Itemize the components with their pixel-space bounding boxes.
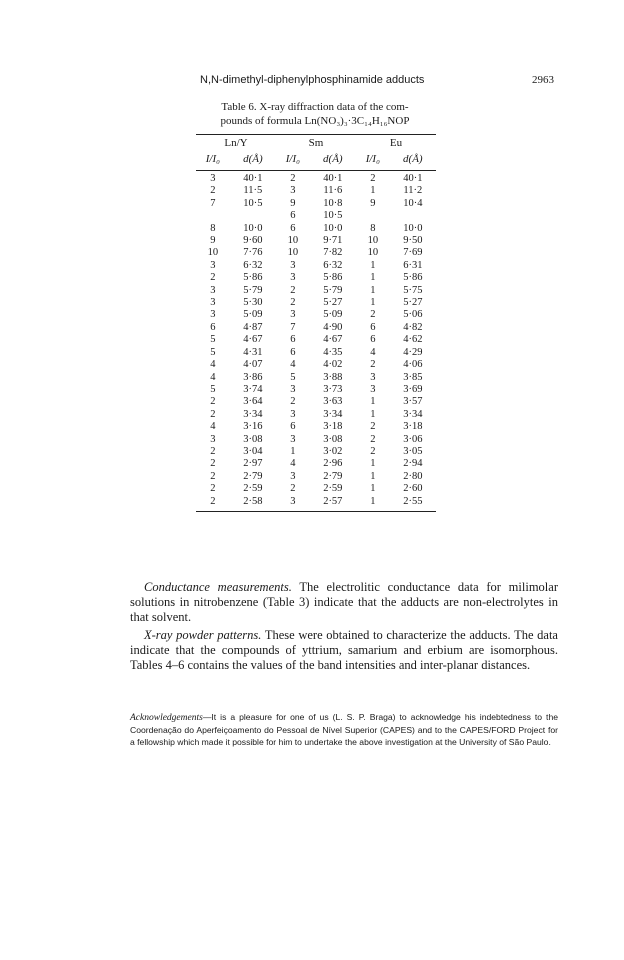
table-cell: 2 xyxy=(290,483,296,495)
table-row xyxy=(196,223,436,235)
table-row xyxy=(196,322,436,334)
table-cell: 3·57 xyxy=(403,396,423,408)
table-cell: 5·09 xyxy=(243,309,263,321)
table-cell: 3 xyxy=(210,173,216,184)
table-cell: 9 xyxy=(290,197,296,209)
table-cell: 5·75 xyxy=(403,284,423,296)
table-cell: 6 xyxy=(290,334,296,346)
table-cell: 5·86 xyxy=(323,272,343,284)
table-row xyxy=(196,409,436,421)
table-cell: 2 xyxy=(370,309,376,321)
table-cell xyxy=(356,210,390,222)
table-cell: 3·34 xyxy=(323,408,343,420)
table-cell: 9·60 xyxy=(243,235,263,247)
table-cell xyxy=(230,210,276,222)
table-row xyxy=(196,334,436,346)
column-header: d(Å) xyxy=(403,153,423,165)
table-cell: 4·06 xyxy=(403,359,423,371)
table-caption xyxy=(190,100,440,128)
conductance-text: The electrolitic conductance data for milimolar solutions in nitrobenzene (Table 3) indicate that the adducts are non-electrolytes in that solvent. xyxy=(130,580,558,624)
table-cell: 7·69 xyxy=(403,247,423,259)
table-cell: 2 xyxy=(290,284,296,296)
table-cell: 10 xyxy=(367,247,379,259)
table-cell: 9·50 xyxy=(403,235,423,247)
table-cell: 3 xyxy=(290,185,296,197)
xray-heading: X-ray powder patterns. xyxy=(144,628,262,642)
table-cell: 10·5 xyxy=(323,210,343,222)
table-cell: 2 xyxy=(370,173,376,184)
table-cell: 4·07 xyxy=(243,359,263,371)
table-cell: 3·88 xyxy=(323,371,343,383)
table-cell: 4·82 xyxy=(403,321,423,333)
table-cell: 6·32 xyxy=(243,259,263,271)
table-cell: 40·1 xyxy=(243,173,263,184)
table-cell: 2·59 xyxy=(323,483,343,495)
table-cell: 2·79 xyxy=(323,470,343,482)
page-number: 2963 xyxy=(532,74,554,86)
table-cell: 2 xyxy=(210,272,216,284)
table-cell: 3 xyxy=(290,470,296,482)
table-cell: 3 xyxy=(370,371,376,383)
table-cell: 2·58 xyxy=(243,495,263,507)
table-cell: 11·5 xyxy=(243,185,263,197)
table-cell: 1 xyxy=(370,408,376,420)
table-cell: 6 xyxy=(210,321,216,333)
table-cell: 3 xyxy=(210,259,216,271)
table-cell: 3 xyxy=(210,433,216,445)
table-row xyxy=(196,173,436,185)
table-cell: 3 xyxy=(290,259,296,271)
table-cell: 1 xyxy=(370,458,376,470)
table-cell: 1 xyxy=(370,185,376,197)
table-row xyxy=(196,272,436,284)
table-cell: 10·0 xyxy=(323,222,343,234)
table-cell: 3·06 xyxy=(403,433,423,445)
table-cell: 7·82 xyxy=(323,247,343,259)
table-caption-line-1: Table 6. X-ray diffraction data of the com- xyxy=(221,101,409,113)
table-cell: 2 xyxy=(210,396,216,408)
table-cell: 4 xyxy=(210,371,216,383)
table-cell: 3 xyxy=(370,383,376,395)
table-row xyxy=(196,396,436,408)
conductance-paragraph xyxy=(130,580,558,625)
table-cell: 3·86 xyxy=(243,371,263,383)
table-cell: 10·5 xyxy=(243,197,263,209)
column-header-row xyxy=(196,151,436,167)
group-header-eu: Eu xyxy=(389,137,403,149)
table-row xyxy=(196,384,436,396)
table-cell: 1 xyxy=(370,396,376,408)
table-cell: 4·62 xyxy=(403,334,423,346)
table-cell: 2 xyxy=(370,359,376,371)
table-cell xyxy=(390,210,436,222)
table-cell: 3 xyxy=(290,383,296,395)
table-cell: 3 xyxy=(290,408,296,420)
table-cell: 5·27 xyxy=(403,297,423,309)
table-cell: 4·35 xyxy=(323,346,343,358)
table-row xyxy=(196,235,436,247)
table-body xyxy=(196,173,436,508)
xray-paragraph xyxy=(130,628,558,673)
table-cell: 11·2 xyxy=(403,185,423,197)
table-cell: 10·0 xyxy=(403,222,423,234)
table-cell: 3·08 xyxy=(323,433,343,445)
acknowledgements-paragraph xyxy=(130,711,558,748)
table-cell: 1 xyxy=(370,259,376,271)
table-cell: 7·76 xyxy=(243,247,263,259)
column-header: I/I₀ xyxy=(365,153,380,165)
table-cell: 3·16 xyxy=(243,421,263,433)
table-cell: 2·79 xyxy=(243,470,263,482)
table-cell: 2 xyxy=(370,445,376,457)
table-row xyxy=(196,471,436,483)
table-cell: 3·34 xyxy=(403,408,423,420)
table-cell: 5 xyxy=(290,371,296,383)
table-cell: 2·55 xyxy=(403,495,423,507)
table-cell: 2 xyxy=(290,297,296,309)
table-cell: 3 xyxy=(290,433,296,445)
table-cell: 6 xyxy=(370,321,376,333)
table-cell: 1 xyxy=(370,297,376,309)
table-cell: 4 xyxy=(210,421,216,433)
table-cell: 3 xyxy=(210,309,216,321)
table-cell: 2 xyxy=(210,458,216,470)
table-cell: 3·85 xyxy=(403,371,423,383)
table-row xyxy=(196,446,436,458)
table-cell: 2·94 xyxy=(403,458,423,470)
table-cell: 2 xyxy=(370,433,376,445)
table-caption-line-2: pounds of formula Ln(NO₃)₃·3C₁₄H₁₆NOP xyxy=(220,115,410,127)
table-cell: 5·27 xyxy=(323,297,343,309)
acknowledgements-text: —It is a pleasure for one of us (L. S. P. Braga) to acknowledge his indebtedness to the Coordenação do Aperfeiçoamento do Pessoal de Nível Superior (CAPES) and to the CAPES/FORD Project for a fellowship which made it possible for him to undertake the above investigation at the University of São Paulo. xyxy=(130,712,558,747)
table-row xyxy=(196,210,436,222)
table-cell: 5·30 xyxy=(243,297,263,309)
table-cell: 5 xyxy=(210,346,216,358)
table-cell: 10·8 xyxy=(323,197,343,209)
table-row xyxy=(196,421,436,433)
table-cell: 4 xyxy=(290,359,296,371)
table-cell: 1 xyxy=(290,445,296,457)
table-cell: 2 xyxy=(210,495,216,507)
table-cell: 2·96 xyxy=(323,458,343,470)
table-cell: 6 xyxy=(370,334,376,346)
table-cell: 6·31 xyxy=(403,259,423,271)
table-cell: 6 xyxy=(290,346,296,358)
table-row xyxy=(196,309,436,321)
table-cell: 3 xyxy=(290,272,296,284)
table-cell: 10·4 xyxy=(403,197,423,209)
table-row xyxy=(196,372,436,384)
table-row xyxy=(196,297,436,309)
table-cell: 2 xyxy=(210,483,216,495)
table-cell: 10 xyxy=(207,247,219,259)
table-cell: 10·0 xyxy=(243,222,263,234)
table-cell: 3·64 xyxy=(243,396,263,408)
table-cell: 5 xyxy=(210,383,216,395)
conductance-heading: Conductance measurements. xyxy=(144,580,292,594)
table-cell: 6·32 xyxy=(323,259,343,271)
table-cell: 3·73 xyxy=(323,383,343,395)
table-cell: 2 xyxy=(290,396,296,408)
table-cell: 4·29 xyxy=(403,346,423,358)
table-cell: 3·05 xyxy=(403,445,423,457)
table-cell: 3·18 xyxy=(403,421,423,433)
table-cell: 4·67 xyxy=(323,334,343,346)
table-cell: 9 xyxy=(210,235,216,247)
table-cell: 9·71 xyxy=(323,235,343,247)
table-cell: 7 xyxy=(210,197,216,209)
table-cell: 1 xyxy=(370,272,376,284)
xrd-data-table xyxy=(196,135,436,508)
table-cell: 2 xyxy=(210,185,216,197)
table-cell: 8 xyxy=(210,222,216,234)
group-header-sm: Sm xyxy=(308,137,324,149)
acknowledgements-heading: Acknowledgements xyxy=(130,713,203,723)
table-row xyxy=(196,458,436,470)
column-header: d(Å) xyxy=(323,153,343,165)
column-header: I/I₀ xyxy=(205,153,220,165)
table-cell: 2·59 xyxy=(243,483,263,495)
table-cell: 5·09 xyxy=(323,309,343,321)
table-cell: 10 xyxy=(287,235,299,247)
table-cell: 3·69 xyxy=(403,383,423,395)
table-cell: 1 xyxy=(370,483,376,495)
running-title: N,N-dimethyl-diphenylphosphinamide adducts xyxy=(200,74,425,86)
table-cell: 1 xyxy=(370,470,376,482)
table-cell: 3 xyxy=(210,284,216,296)
table-cell: 40·1 xyxy=(403,173,423,184)
table-cell: 2 xyxy=(210,408,216,420)
table-row xyxy=(196,185,436,197)
table-cell: 4·31 xyxy=(243,346,263,358)
table-cell: 11·6 xyxy=(323,185,343,197)
table-cell: 7 xyxy=(290,321,296,333)
table-cell: 1 xyxy=(370,284,376,296)
table-row xyxy=(196,359,436,371)
table-cell: 2·97 xyxy=(243,458,263,470)
table-row xyxy=(196,347,436,359)
table-bottom-rule xyxy=(196,511,436,512)
table-cell: 6 xyxy=(290,222,296,234)
table-cell: 8 xyxy=(370,222,376,234)
table-cell: 6 xyxy=(290,210,296,222)
table-cell: 2·60 xyxy=(403,483,423,495)
table-cell: 5·06 xyxy=(403,309,423,321)
table-row xyxy=(196,434,436,446)
table-cell: 3·08 xyxy=(243,433,263,445)
table-cell: 2 xyxy=(210,445,216,457)
table-cell: 4 xyxy=(210,359,216,371)
table-cell: 4·87 xyxy=(243,321,263,333)
column-header: I/I₀ xyxy=(285,153,300,165)
group-header-ln-y: Ln/Y xyxy=(224,137,248,149)
table-cell: 5 xyxy=(210,334,216,346)
table-cell: 3·18 xyxy=(323,421,343,433)
table-cell: 3 xyxy=(290,309,296,321)
table-cell: 40·1 xyxy=(323,173,343,184)
table-cell: 3·63 xyxy=(323,396,343,408)
table-cell: 2 xyxy=(290,173,296,184)
table-cell: 4·90 xyxy=(323,321,343,333)
table-cell: 6 xyxy=(290,421,296,433)
table-cell: 4·67 xyxy=(243,334,263,346)
table-row xyxy=(196,285,436,297)
table-cell xyxy=(196,210,230,222)
table-row xyxy=(196,260,436,272)
table-cell: 3 xyxy=(290,495,296,507)
table-cell: 2 xyxy=(210,470,216,482)
table-row xyxy=(196,247,436,259)
table-cell: 4 xyxy=(290,458,296,470)
table-cell: 3·02 xyxy=(323,445,343,457)
table-cell: 9 xyxy=(370,197,376,209)
table-cell: 5·79 xyxy=(323,284,343,296)
xray-text: These were obtained to characterize the adducts. The data indicate that the compounds of yttrium, samarium and erbium are isomorphous. Tables 4–6 contains the values of the band intensities and inter-planar distances. xyxy=(130,628,558,672)
table-cell: 3·74 xyxy=(243,383,263,395)
table-cell: 2·80 xyxy=(403,470,423,482)
column-header: d(Å) xyxy=(243,153,263,165)
table-cell: 1 xyxy=(370,495,376,507)
table-header-rule xyxy=(196,170,436,171)
table-cell: 5·79 xyxy=(243,284,263,296)
table-cell: 10 xyxy=(367,235,379,247)
table-cell: 5·86 xyxy=(403,272,423,284)
table-row xyxy=(196,496,436,508)
table-cell: 3·34 xyxy=(243,408,263,420)
table-row xyxy=(196,198,436,210)
table-cell: 2 xyxy=(370,421,376,433)
table-row xyxy=(196,483,436,495)
table-cell: 10 xyxy=(287,247,299,259)
table-cell: 5·86 xyxy=(243,272,263,284)
group-header-row xyxy=(196,135,436,151)
xrd-table-container xyxy=(196,134,436,512)
table-cell: 3 xyxy=(210,297,216,309)
table-cell: 3·04 xyxy=(243,445,263,457)
table-cell: 4·02 xyxy=(323,359,343,371)
table-cell: 4 xyxy=(370,346,376,358)
table-cell: 2·57 xyxy=(323,495,343,507)
